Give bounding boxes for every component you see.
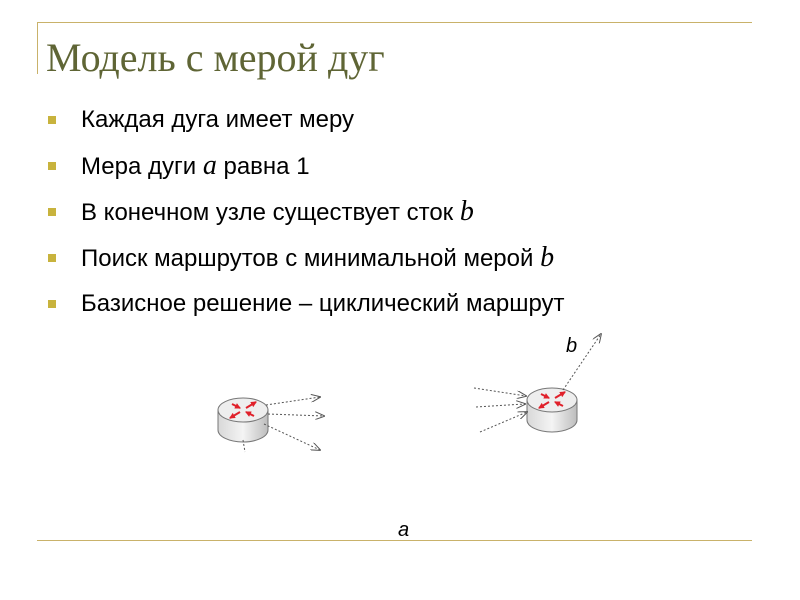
bullet-text-tail: равна 1 [223,153,310,180]
label-a: a [398,519,410,541]
math-variable: b [459,196,474,227]
bullet-text: Каждая дуга имеет меру [81,106,355,133]
incoming-arcs [474,388,527,432]
bullet-text: Базисное решение – циклический маршрут [81,290,565,317]
bullet-text: В конечном узле существует сток [81,199,454,226]
bullet-text: Мера дуги [81,153,197,180]
slide-title: Модель с мерой дуг [46,35,385,80]
bullet-text: Поиск маршрутов с минимальной мерой [81,245,534,272]
label-b: b [566,335,578,357]
math-variable: a [202,150,217,181]
math-variable: b [540,242,555,273]
router-icon-right [527,388,577,432]
router-icon-left [218,398,268,442]
